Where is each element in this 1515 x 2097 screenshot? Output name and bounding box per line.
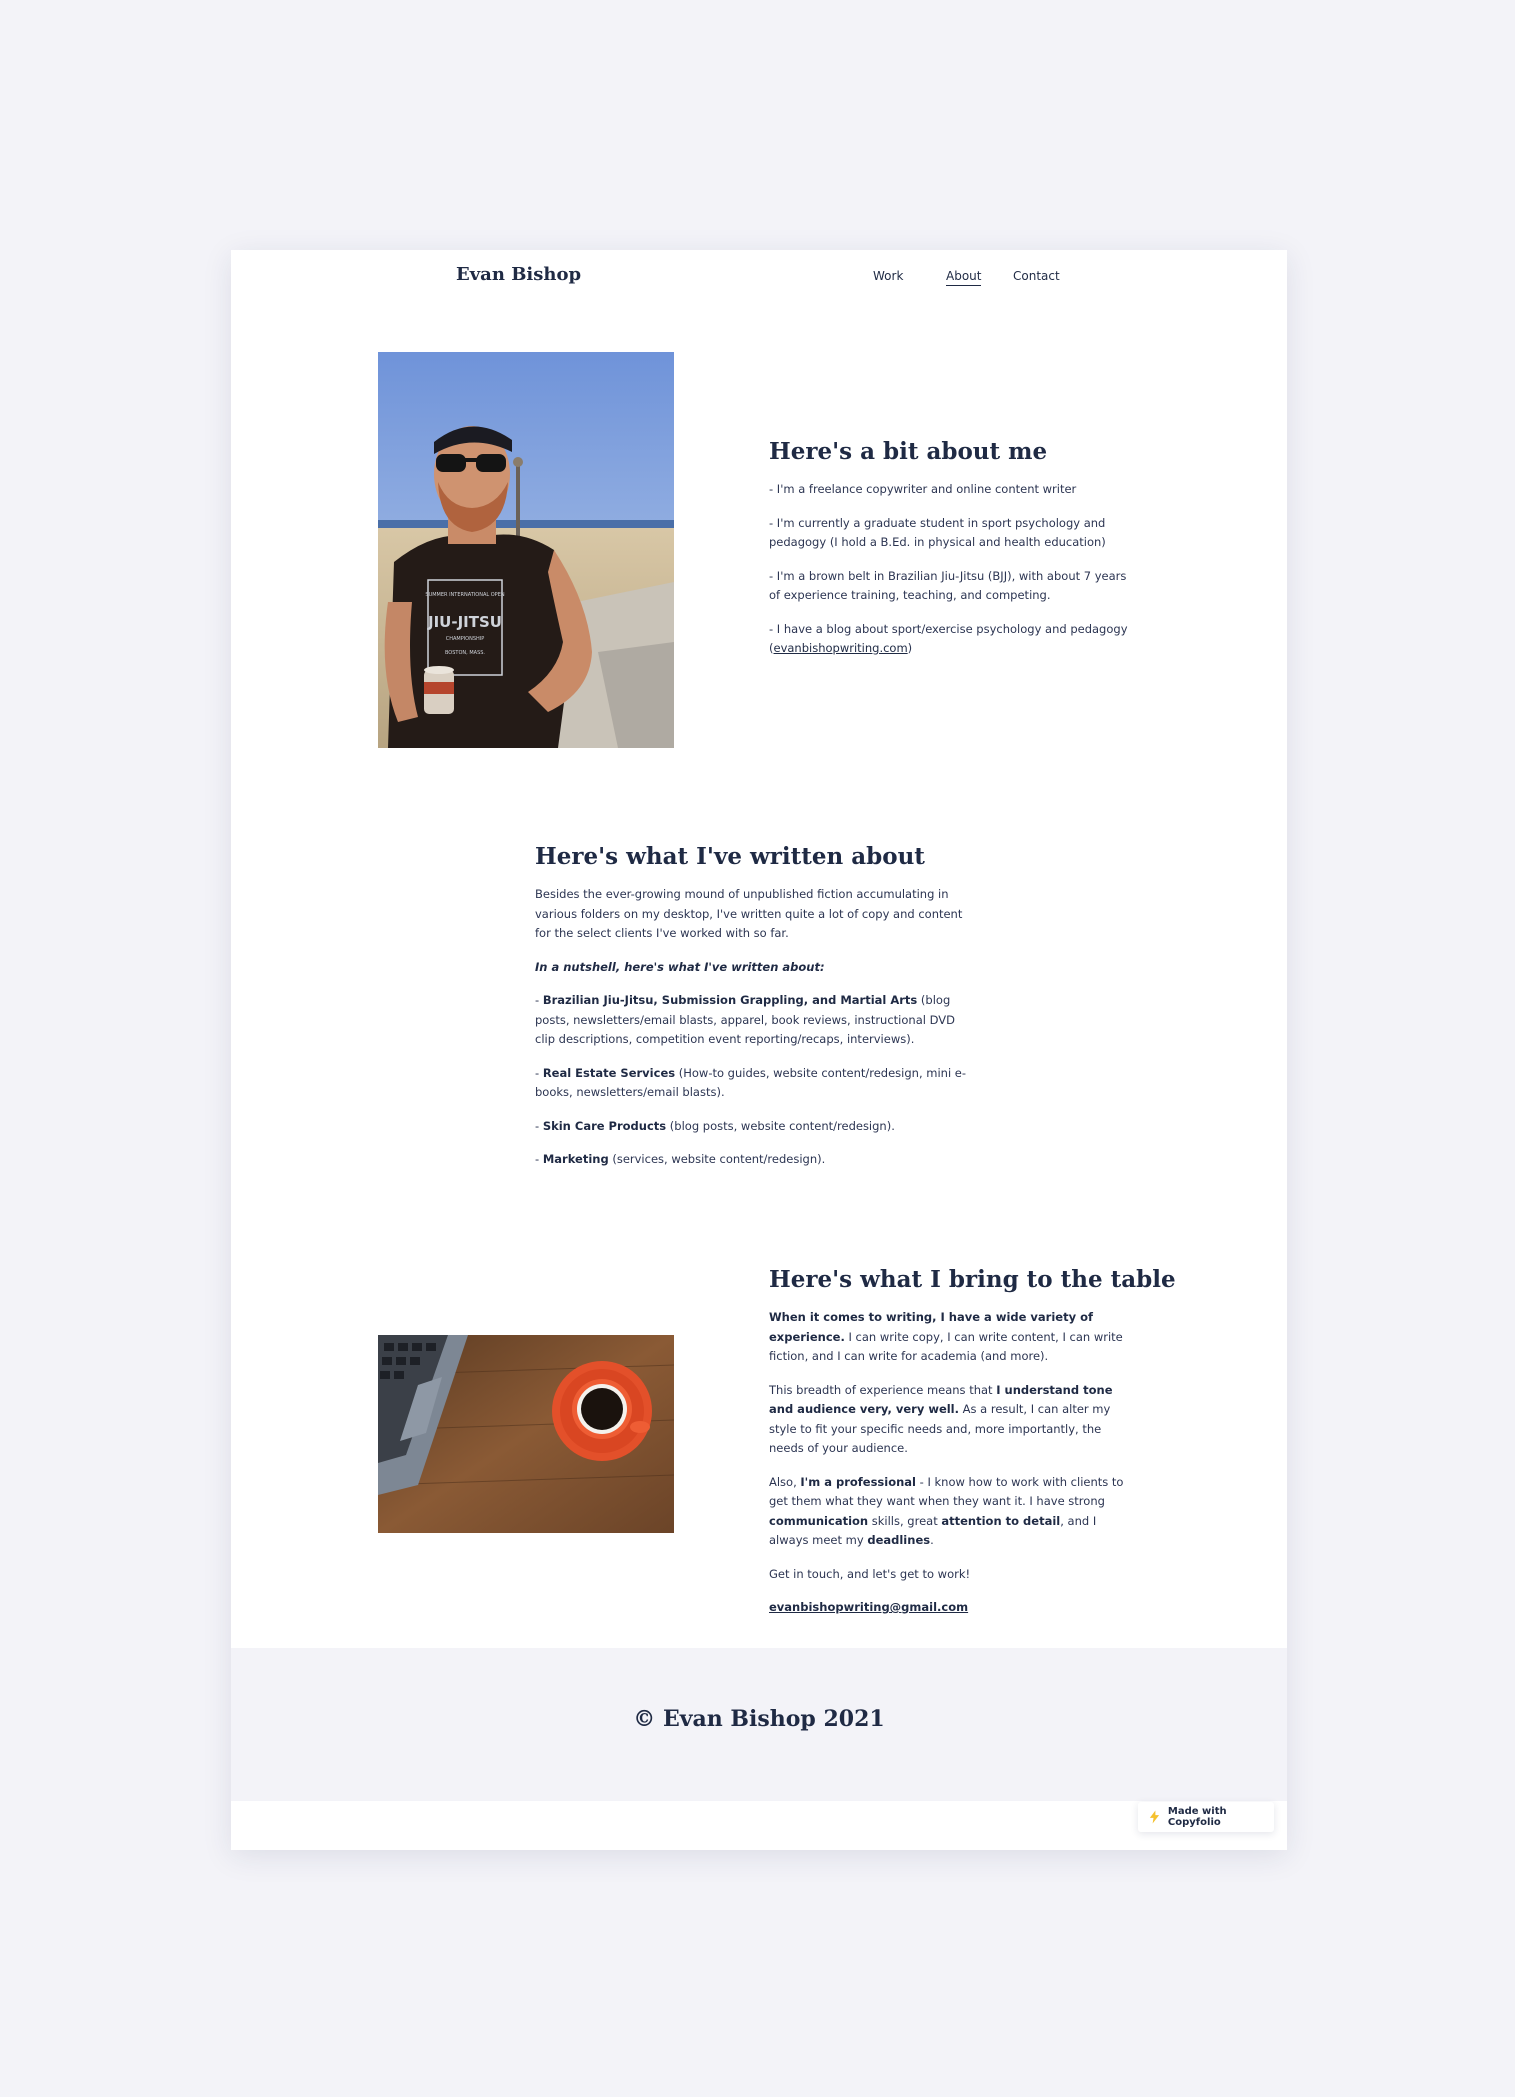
shirt-top-text: SUMMER INTERNATIONAL OPEN	[425, 592, 505, 598]
table-title: Here's what I bring to the table	[769, 1266, 1176, 1293]
table-text	[769, 1308, 1139, 1632]
table-para: Get in touch, and let's get to work!	[769, 1566, 971, 1581]
written-title: Here's what I've written about	[535, 843, 925, 870]
badge-label: Made with Copyfolio	[1167, 1806, 1227, 1828]
written-item: - Real Estate Services (How-to guides, website content/redesign, mini e-books, newsletters/email blasts).	[535, 1065, 967, 1099]
about-title: Here's a bit about me	[769, 438, 1048, 465]
nav-contact[interactable]: Contact	[1013, 269, 1060, 283]
nav-about[interactable]: About	[946, 269, 981, 286]
made-with-copyfolio-badge[interactable]	[1138, 1802, 1274, 1832]
email-link[interactable]: evanbishopwriting@gmail.com	[769, 1600, 969, 1614]
about-text	[769, 480, 1139, 673]
written-item: - Marketing (services, website content/redesign).	[535, 1152, 826, 1166]
shirt-sub-text: CHAMPIONSHIP	[445, 636, 485, 642]
footer-copyright: © Evan Bishop 2021	[633, 1706, 885, 1732]
blog-link[interactable]: evanbishopwriting.com	[773, 641, 908, 655]
written-text	[535, 885, 975, 1184]
lightning-bolt-icon	[1148, 1810, 1161, 1824]
footer	[231, 1648, 1287, 1801]
email-paragraph	[769, 1598, 1139, 1618]
portrait-photo	[378, 352, 674, 748]
brand-logo[interactable]: Evan Bishop	[456, 264, 582, 285]
coffee-laptop-photo	[378, 1335, 674, 1533]
written-intro: Besides the ever-growing mound of unpublished fiction accumulating in various folders on my desktop, I've written quite a lot of copy and content for the select clients I've worked with so far.	[535, 887, 963, 940]
table-para: Also, I'm a professional - I know how to work with clients to get them what they want when they want it. I have strong communication skills, great attention to detail, and I always meet my deadlines.	[769, 1474, 1124, 1547]
nav-work[interactable]: Work	[873, 269, 904, 283]
table-para: This breadth of experience means that I understand tone and audience very, very well. As a result, I can alter my style to fit your specific needs and, more importantly, the needs of your audience.	[769, 1382, 1113, 1455]
page-card	[231, 250, 1287, 1850]
about-bullet: - I'm currently a graduate student in sport psychology and pedagogy (I hold a B.Ed. in physical and health education)	[769, 515, 1106, 549]
about-bullet: - I'm a freelance copywriter and online content writer	[769, 482, 1077, 496]
shirt-bottom-text: BOSTON, MASS.	[444, 650, 486, 656]
about-bullet-blog: - I have a blog about sport/exercise psychology and pedagogy (evanbishopwriting.com)	[769, 621, 1128, 655]
written-item: - Brazilian Jiu-Jitsu, Submission Grappling, and Martial Arts (blog posts, newsletters/email blasts, apparel, book reviews, instructional DVD clip descriptions, competition event reporting/recaps, interviews).	[535, 993, 955, 1046]
written-item: - Skin Care Products (blog posts, website content/redesign).	[535, 1118, 895, 1133]
shirt-main-text: JIU-JITSU	[428, 613, 502, 631]
written-nutshell: In a nutshell, here's what I've written about:	[535, 959, 825, 974]
table-para: When it comes to writing, I have a wide variety of experience. I can write copy, I can write content, I can write fiction, and I can write for academia (and more).	[769, 1310, 1123, 1363]
about-bullet: - I'm a brown belt in Brazilian Jiu-Jitsu (BJJ), with about 7 years of experience training, teaching, and competing.	[769, 568, 1127, 602]
